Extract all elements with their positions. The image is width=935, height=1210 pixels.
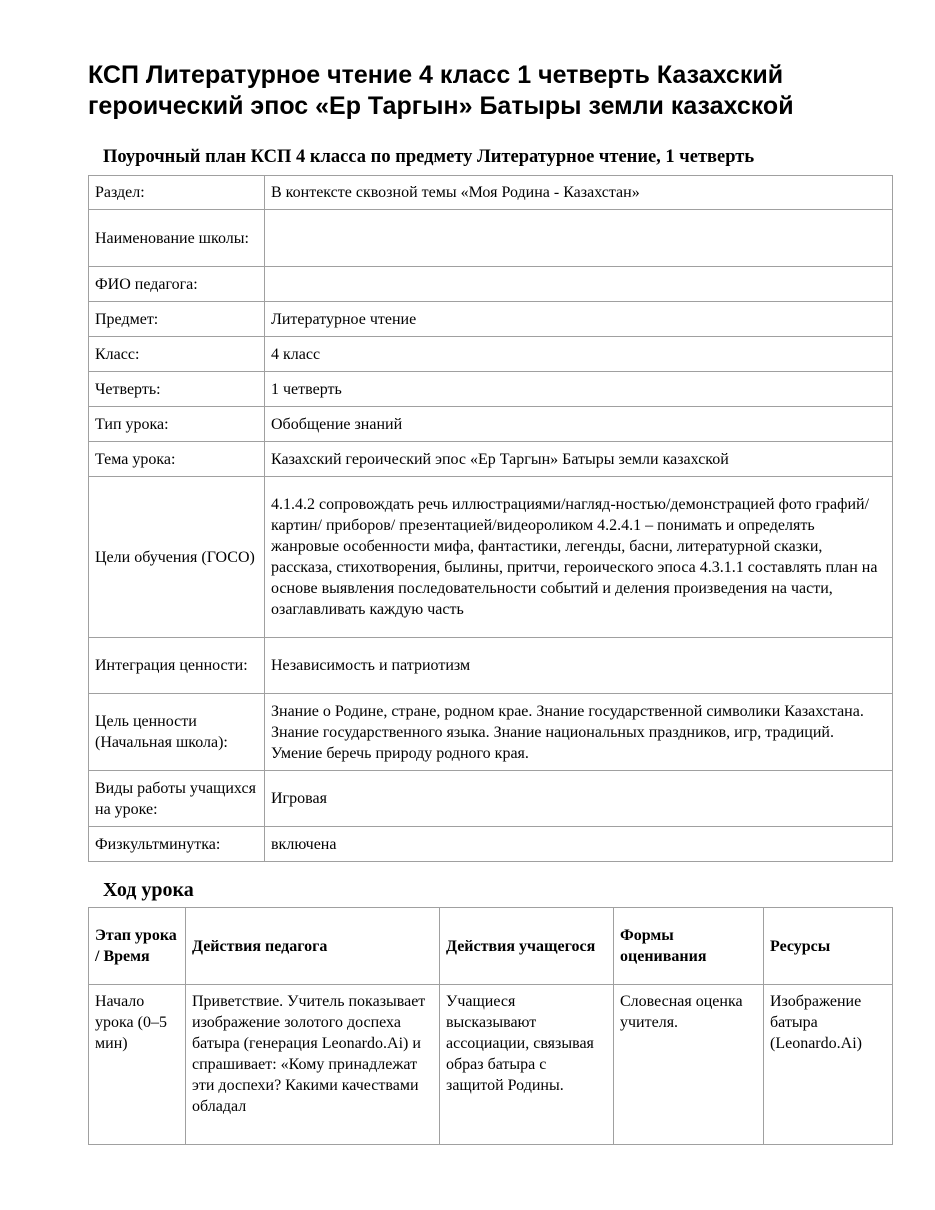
lesson-steps-table [88,907,893,1145]
info-row [89,210,893,267]
info-value: включена [265,827,893,862]
info-row [89,407,893,442]
header-resources: Ресурсы [764,908,893,985]
info-label: Класс: [89,337,265,372]
info-label: Тип урока: [89,407,265,442]
info-label: Интеграция ценности: [89,638,265,694]
step-student: Учащиеся высказывают ассоциации, связывая образ батыра с защитой Родины. [440,985,614,1145]
info-row [89,694,893,771]
document-title: КСП Литературное чтение 4 класс 1 четверть Казахский героический эпос «Ер Таргын» Батыры земли казахской [88,61,794,120]
info-row [89,638,893,694]
steps-header-row [89,908,893,985]
info-value: Независимость и патриотизм [265,638,893,694]
document-page [88,60,893,1145]
info-value: Обобщение знаний [265,407,893,442]
info-row [89,771,893,827]
step-assessment: Словесная оценка учителя. [614,985,764,1145]
header-teacher: Действия педагога [186,908,440,985]
step-teacher: Приветствие. Учитель показывает изображение золотого доспеха батыра (генерация Leonardo.Ai) и спрашивает: «Кому принадлежат эти доспехи? Какими качествами обладал [186,985,440,1145]
info-value: 4 класс [265,337,893,372]
info-row [89,337,893,372]
info-row [89,442,893,477]
info-value: Игровая [265,771,893,827]
info-label: Четверть: [89,372,265,407]
header-stage: Этап урока / Время [89,908,186,985]
plan-title: Поурочный план КСП 4 класса по предмету Литературное чтение, 1 четверть [103,147,755,167]
info-value: Литературное чтение [265,302,893,337]
step-resources: Изображение батыра (Leonardo.Ai) [764,985,893,1145]
info-label: ФИО педагога: [89,267,265,302]
info-label: Раздел: [89,176,265,210]
info-value: В контексте сквозной темы «Моя Родина - Казахстан» [265,176,893,210]
info-label: Наименование школы: [89,210,265,267]
info-value: Казахский героический эпос «Ер Таргын» Батыры земли казахской [265,442,893,477]
step-stage: Начало урока (0–5 мин) [89,985,186,1145]
info-value [265,267,893,302]
info-value: Знание о Родине, стране, родном крае. Знание государственной символики Казахстана. Знание государственного языка. Знание национальных праздников, игр, традиций. Умение беречь природу родного края. [265,694,893,771]
info-label: Цель ценности (Начальная школа): [89,694,265,771]
info-value: 4.1.4.2 сопровождать речь иллюстрациями/нагляд-ностью/демонстрацией фото графий/ картин/ приборов/ презентацией/видеороликом 4.2.4.1 – понимать и определять жанровые особенности мифа, фантастики, легенды, басни, литературной сказки, рассказа, стихотворения, былины, притчи, героического эпоса 4.3.1.1 составлять план на основе выявления последовательности событий и деления произведения на части, озаглавливать каждую часть [265,477,893,638]
info-label: Цели обучения (ГОСО) [89,477,265,638]
table-row [89,985,893,1145]
info-row [89,372,893,407]
info-label: Физкультминутка: [89,827,265,862]
section-title: Ход урока [103,879,194,901]
info-row [89,267,893,302]
lesson-info-table [88,175,893,862]
info-row [89,827,893,862]
info-value: 1 четверть [265,372,893,407]
info-label: Предмет: [89,302,265,337]
info-label: Тема урока: [89,442,265,477]
info-row [89,176,893,210]
header-assessment: Формы оценивания [614,908,764,985]
header-student: Действия учащегося [440,908,614,985]
info-value [265,210,893,267]
info-row [89,302,893,337]
info-label: Виды работы учащихся на уроке: [89,771,265,827]
info-row [89,477,893,638]
